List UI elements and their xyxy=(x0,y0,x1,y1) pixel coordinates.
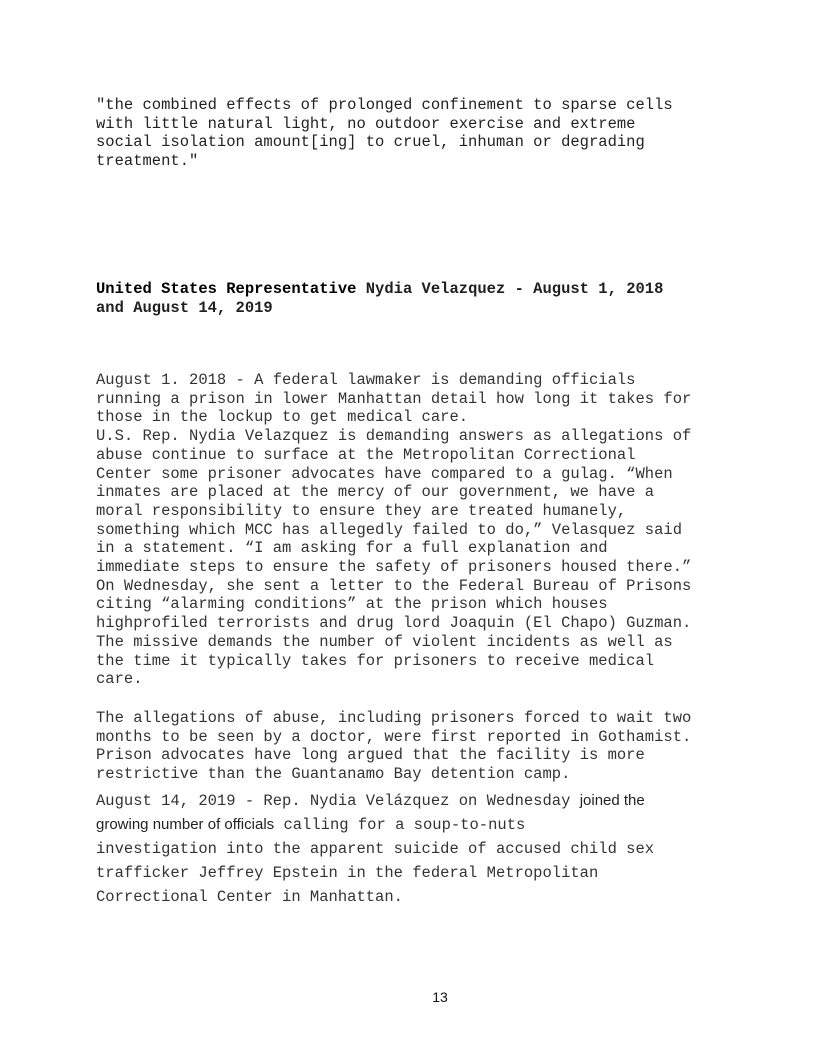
heading-title: United States Representative xyxy=(96,280,366,298)
page-number: 13 xyxy=(432,989,448,1005)
quote-paragraph: "the combined effects of prolonged confinement to sparse cells with little natural light, no outdoor exercise and extreme social isolation amount[ing] to cruel, inhuman or degrading treatment." xyxy=(96,96,673,171)
body3-highlight: joined the growing number of officials xyxy=(96,792,645,833)
body3-rest: calling for a soup-to-nuts investigation into the apparent suicide of accused child sex trafficker Jeffrey Epstein in the federal Metropolitan Correctional Center in Manhattan. xyxy=(96,816,655,906)
heading-subtitle: Nydia Velazquez - August 1, 2018 and August 14, 2019 xyxy=(96,280,664,317)
body-paragraph-allegations: The allegations of abuse, including prisoners forced to wait two months to be seen by a doctor, were first reported in Gothamist. Prison advocates have long argued that the facility is more restrictive than the Guantanamo Bay detention camp. xyxy=(96,709,692,784)
body-paragraph-august-2018: August 1. 2018 - A federal lawmaker is demanding officials running a prison in lower Manhattan detail how long it takes for those in the lockup to get medical care. U.S. Rep. Nydia Velazquez is demanding answers as allegations of abuse continue to surface at the Metropolitan Correctional Center some prisoner advocates have compared to a gulag. “When inmates are placed at the mercy of our government, we have a moral responsibility to ensure they are treated humanely, something which MCC has allegedly failed to do,” Velasquez said in a statement. “I am asking for a full explanation and immediate steps to ensure the safety of prisoners housed there.” On Wednesday, she sent a letter to the Federal Bureau of Prisons citing “alarming conditions” at the prison which houses highprofiled terrorists and drug lord Joaquin (El Chapo) Guzman. The missive demands the number of violent incidents as well as the time it typically takes for prisoners to receive medical care. xyxy=(96,371,692,689)
body-paragraph-august-2019 xyxy=(96,789,716,909)
body3-lead: August 14, 2019 - Rep. Nydia Velázquez on Wednesday xyxy=(96,792,580,810)
section-heading xyxy=(96,280,716,317)
